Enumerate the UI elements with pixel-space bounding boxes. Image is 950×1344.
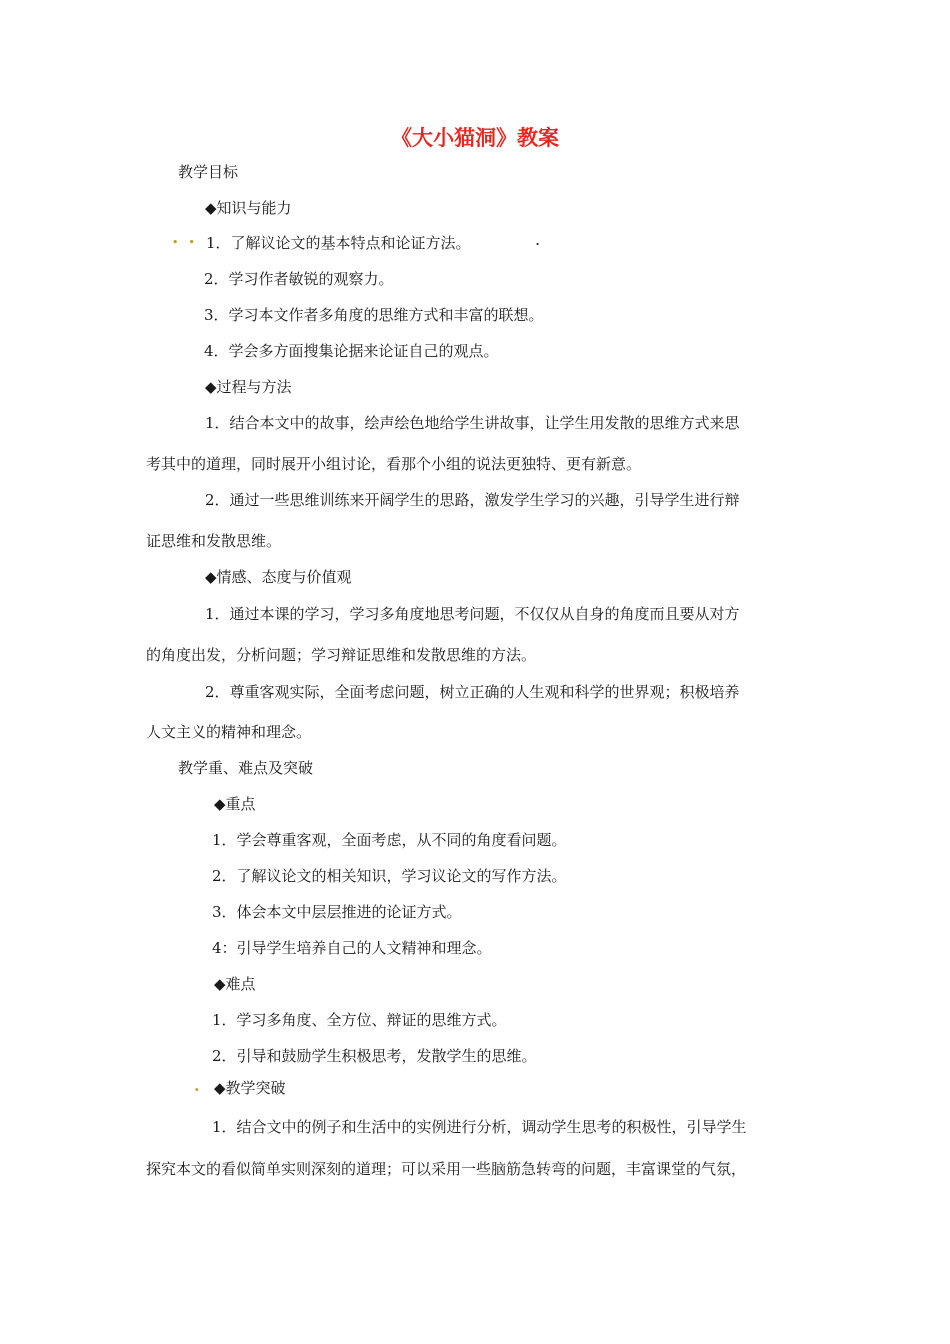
subheading-process: ◆过程与方法	[205, 378, 292, 396]
paragraph-line: 1．结合文中的例子和生活中的实例进行分析，调动学生思考的积极性，引导学生	[212, 1118, 747, 1136]
paragraph-line: 证思维和发散思维。	[146, 532, 282, 550]
subheading-breakthrough: ◆教学突破	[214, 1079, 286, 1097]
paragraph-line: 探究本文的看似简单实则深刻的道理；可以采用一些脑筋急转弯的问题，丰富课堂的气氛，	[146, 1160, 747, 1178]
paragraph-line: 2．尊重客观实际，全面考虑问题，树立正确的人生观和科学的世界观；积极培养	[205, 683, 740, 701]
list-item: 2．学习作者敏锐的观察力。	[204, 270, 394, 288]
subheading-values: ◆情感、态度与价值观	[205, 568, 352, 586]
page-title: 《大小猫洞》教案	[391, 126, 559, 150]
list-item: 4：引导学生培养自己的人文精神和理念。	[212, 939, 492, 957]
subheading-key: ◆重点	[214, 795, 256, 813]
list-item: 2．引导和鼓励学生积极思考，发散学生的思维。	[212, 1047, 537, 1065]
paragraph-line: 的角度出发，分析问题；学习辩证思维和发散思维的方法。	[146, 646, 537, 664]
subheading-difficulty: ◆难点	[214, 975, 256, 993]
paragraph-line: 1．结合本文中的故事，绘声绘色地给学生讲故事，让学生用发散的思维方式来思	[205, 414, 740, 432]
list-item: 1．学习多角度、全方位、辩证的思维方式。	[212, 1011, 507, 1029]
paragraph-line: 1．通过本课的学习，学习多角度地思考问题，不仅仅从自身的角度而且要从对方	[205, 605, 740, 623]
paragraph-line: 2．通过一些思维训练来开阔学生的思路，激发学生学习的兴趣，引导学生进行辩	[205, 491, 740, 509]
decorative-dots-icon: . .	[172, 227, 197, 248]
list-item: 1．了解议论文的基本特点和论证方法。	[206, 234, 471, 252]
section-heading-objectives: 教学目标	[178, 163, 239, 181]
section-heading-keypoints: 教学重、难点及突破	[178, 759, 314, 777]
paragraph-line: 人文主义的精神和理念。	[146, 723, 312, 741]
stray-dot-icon: .	[535, 230, 541, 249]
decorative-dot-icon: .	[194, 1076, 202, 1095]
list-item: 1．学会尊重客观，全面考虑，从不同的角度看问题。	[212, 831, 567, 849]
list-item: 3．体会本文中层层推进的论证方式。	[212, 903, 462, 921]
list-item: 2．了解议论文的相关知识，学习议论文的写作方法。	[212, 867, 567, 885]
list-item: 4．学会多方面搜集论据来论证自己的观点。	[204, 342, 499, 360]
paragraph-line: 考其中的道理，同时展开小组讨论，看那个小组的说法更独特、更有新意。	[146, 455, 642, 473]
subheading-knowledge: ◆知识与能力	[205, 199, 292, 217]
list-item: 3．学习本文作者多角度的思维方式和丰富的联想。	[204, 306, 544, 324]
